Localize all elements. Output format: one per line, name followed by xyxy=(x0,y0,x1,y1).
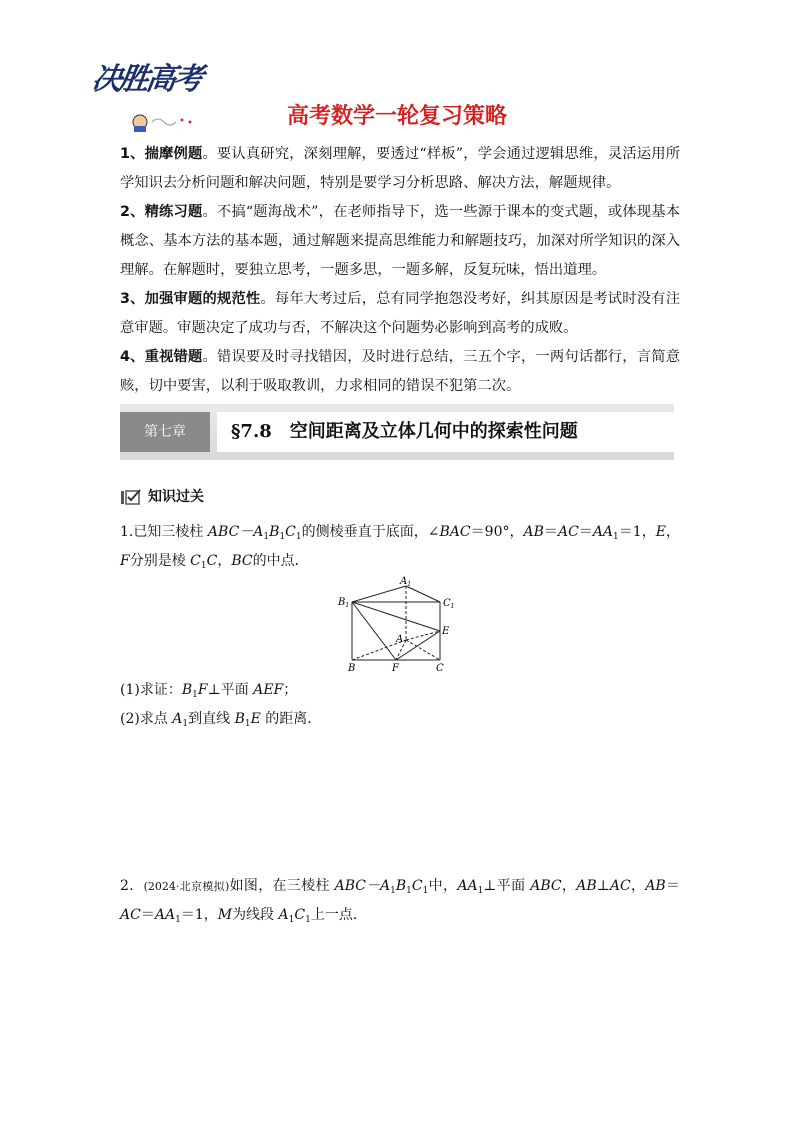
math: F xyxy=(120,553,130,569)
text: (2)求点 xyxy=(120,711,173,727)
strategy-item xyxy=(120,285,680,343)
text: 中， xyxy=(428,878,458,894)
strategy-list xyxy=(120,140,680,401)
math: B xyxy=(269,524,280,540)
label-a1: $A_1$ xyxy=(400,576,412,588)
math: C xyxy=(294,907,306,923)
question-1 xyxy=(120,676,680,705)
math: C xyxy=(206,553,218,569)
strategy-item xyxy=(120,198,680,285)
strategy-body: 。不搞“题海战术”，在老师指导下，选一些源于课本的变式题，或体现基本概念、基本方法的基本题，通过解题来提高思维能力和解题技巧，加深对所学知识的深入理解。在解题时，要独立思考，一题多思，一题多解，反复玩味，悟出道理。 xyxy=(120,204,680,278)
subscript: 1 xyxy=(200,561,207,571)
math: B xyxy=(234,711,245,727)
text: ＝ xyxy=(543,524,558,540)
problem-2-statement xyxy=(120,872,680,930)
segment-a-e xyxy=(406,631,440,640)
math: ABC－A xyxy=(207,524,264,540)
subscript: 1 xyxy=(422,886,429,896)
math: ABC xyxy=(530,878,562,894)
problem-2 xyxy=(120,872,680,930)
segment-b1-f xyxy=(352,602,396,660)
math: E xyxy=(250,711,261,727)
text: ⊥平面 xyxy=(483,878,531,894)
text: 的距离． xyxy=(260,711,322,727)
text: 如图，在三棱柱 xyxy=(229,878,335,894)
math: ABC－A xyxy=(334,878,391,894)
segment-b1-e xyxy=(352,602,440,631)
subscript: 1 xyxy=(295,532,302,542)
section-number: §7.8 xyxy=(231,421,272,442)
text: ＝ xyxy=(665,878,681,894)
math: B xyxy=(181,682,193,698)
strategy-body: 。每年大考过后，总有同学抱怨没考好，纠其原因是考试时没有注意审题。审题决定了成功与否，不解决这个问题势必影响到高考的成败。 xyxy=(120,291,680,336)
math: AC xyxy=(557,524,579,540)
logo-text: 决胜高考 xyxy=(89,62,203,97)
subscript: 1 xyxy=(182,719,189,729)
problem-1-statement xyxy=(120,518,680,576)
math: AA xyxy=(592,524,614,540)
chapter-title-box xyxy=(217,412,674,452)
strategy-item xyxy=(120,140,680,198)
math: E xyxy=(655,524,666,540)
problem-source: (2024·北京模拟) xyxy=(143,880,230,893)
subscript: 1 xyxy=(305,915,311,925)
math: C xyxy=(190,553,201,569)
subscript: 1 xyxy=(613,532,619,542)
text: 已知三棱柱 xyxy=(133,524,208,540)
text: ＝90°， xyxy=(470,524,524,540)
label-c1: $C_1$ xyxy=(443,598,455,610)
math: A xyxy=(278,907,289,923)
label-f: F xyxy=(392,663,399,674)
page-title: 高考数学一轮复习策略 xyxy=(286,104,507,129)
label-a: A xyxy=(396,634,404,645)
subscript: 1 xyxy=(288,915,295,925)
subscript: 1 xyxy=(263,532,270,542)
subscript: 1 xyxy=(477,886,484,896)
label-c: C xyxy=(436,663,444,674)
section-heading-text: 知识过关 xyxy=(148,489,204,505)
section-title: 空间距离及立体几何中的探索性问题 xyxy=(289,421,578,442)
subscript: 1 xyxy=(175,915,181,925)
checklist-icon xyxy=(120,488,142,506)
text: 上一点． xyxy=(310,907,367,923)
chapter-header xyxy=(120,404,674,460)
strategy-item xyxy=(120,343,680,401)
text: 为线段 xyxy=(232,907,279,923)
subscript: 1 xyxy=(390,886,396,896)
math: C xyxy=(411,878,423,894)
text: ， xyxy=(630,878,646,894)
math: BAC xyxy=(439,524,471,540)
text: ⊥平面 xyxy=(207,682,254,698)
text: ＝1， xyxy=(618,524,656,540)
subscript: 1 xyxy=(244,719,251,729)
math: AB xyxy=(645,878,666,894)
edge-b1-a1 xyxy=(352,586,406,602)
label-b: B xyxy=(348,663,356,674)
text: 分别是棱 xyxy=(129,553,191,569)
text: 到直线 xyxy=(188,711,235,727)
strategy-head: 2、精练习题 xyxy=(120,204,203,220)
strategy-head: 1、揣摩例题 xyxy=(120,146,203,162)
edge-a1-c1 xyxy=(406,586,440,602)
chapter-title xyxy=(231,412,578,452)
text: ， xyxy=(217,553,232,569)
strategy-body: 。错误要及时寻找错因，及时进行总结，三五个字，一两句话都行，言简意赅，切中要害，以利于吸取教训，力求相同的错误不犯第二次。 xyxy=(120,349,680,394)
prism-figure xyxy=(336,574,456,674)
chapter-label: 第七章 xyxy=(120,412,210,452)
problem-1-questions xyxy=(120,676,680,734)
subscript: 1 xyxy=(192,690,198,700)
problem-number: 2． xyxy=(120,878,144,894)
text: ＝ xyxy=(140,907,155,923)
math: AA xyxy=(457,878,478,894)
strategy-head: 4、重视错题 xyxy=(120,349,203,365)
question-2 xyxy=(120,705,680,734)
math: AB xyxy=(523,524,544,540)
math: A xyxy=(172,711,183,727)
math: C xyxy=(285,524,296,540)
math: AC xyxy=(120,907,141,923)
text: ， xyxy=(665,524,680,540)
math: AA xyxy=(154,907,176,923)
text: ； xyxy=(283,682,298,698)
label-b1: $B_1$ xyxy=(338,597,350,609)
strategy-body: 。要认真研究，深刻理解，要透过“样板”，学会通过逻辑思维，灵活运用所学知识去分析问题和解决问题，特别是要学习分析思路、解决方法，解题规律。 xyxy=(120,146,680,191)
math: AB xyxy=(576,878,597,894)
problem-number: 1. xyxy=(120,524,134,540)
math: F xyxy=(197,682,208,698)
strategy-head: 3、加强审题的规范性 xyxy=(120,291,261,307)
math: BC xyxy=(231,553,253,569)
problem-1 xyxy=(120,518,680,576)
math: AEF xyxy=(253,682,284,698)
label-e: E xyxy=(442,626,450,637)
text: ， xyxy=(561,878,577,894)
text: ＝1， xyxy=(180,907,218,923)
text: ＝ xyxy=(578,524,593,540)
math: B xyxy=(395,878,407,894)
text: (1)求证： xyxy=(120,682,182,698)
subscript: 1 xyxy=(406,886,412,896)
math: M xyxy=(217,907,233,923)
math: AC xyxy=(609,878,631,894)
text: ⊥ xyxy=(596,878,610,894)
text: 的侧棱垂直于底面，∠ xyxy=(301,524,440,540)
text: 的中点． xyxy=(252,553,309,569)
subscript: 1 xyxy=(279,532,286,542)
